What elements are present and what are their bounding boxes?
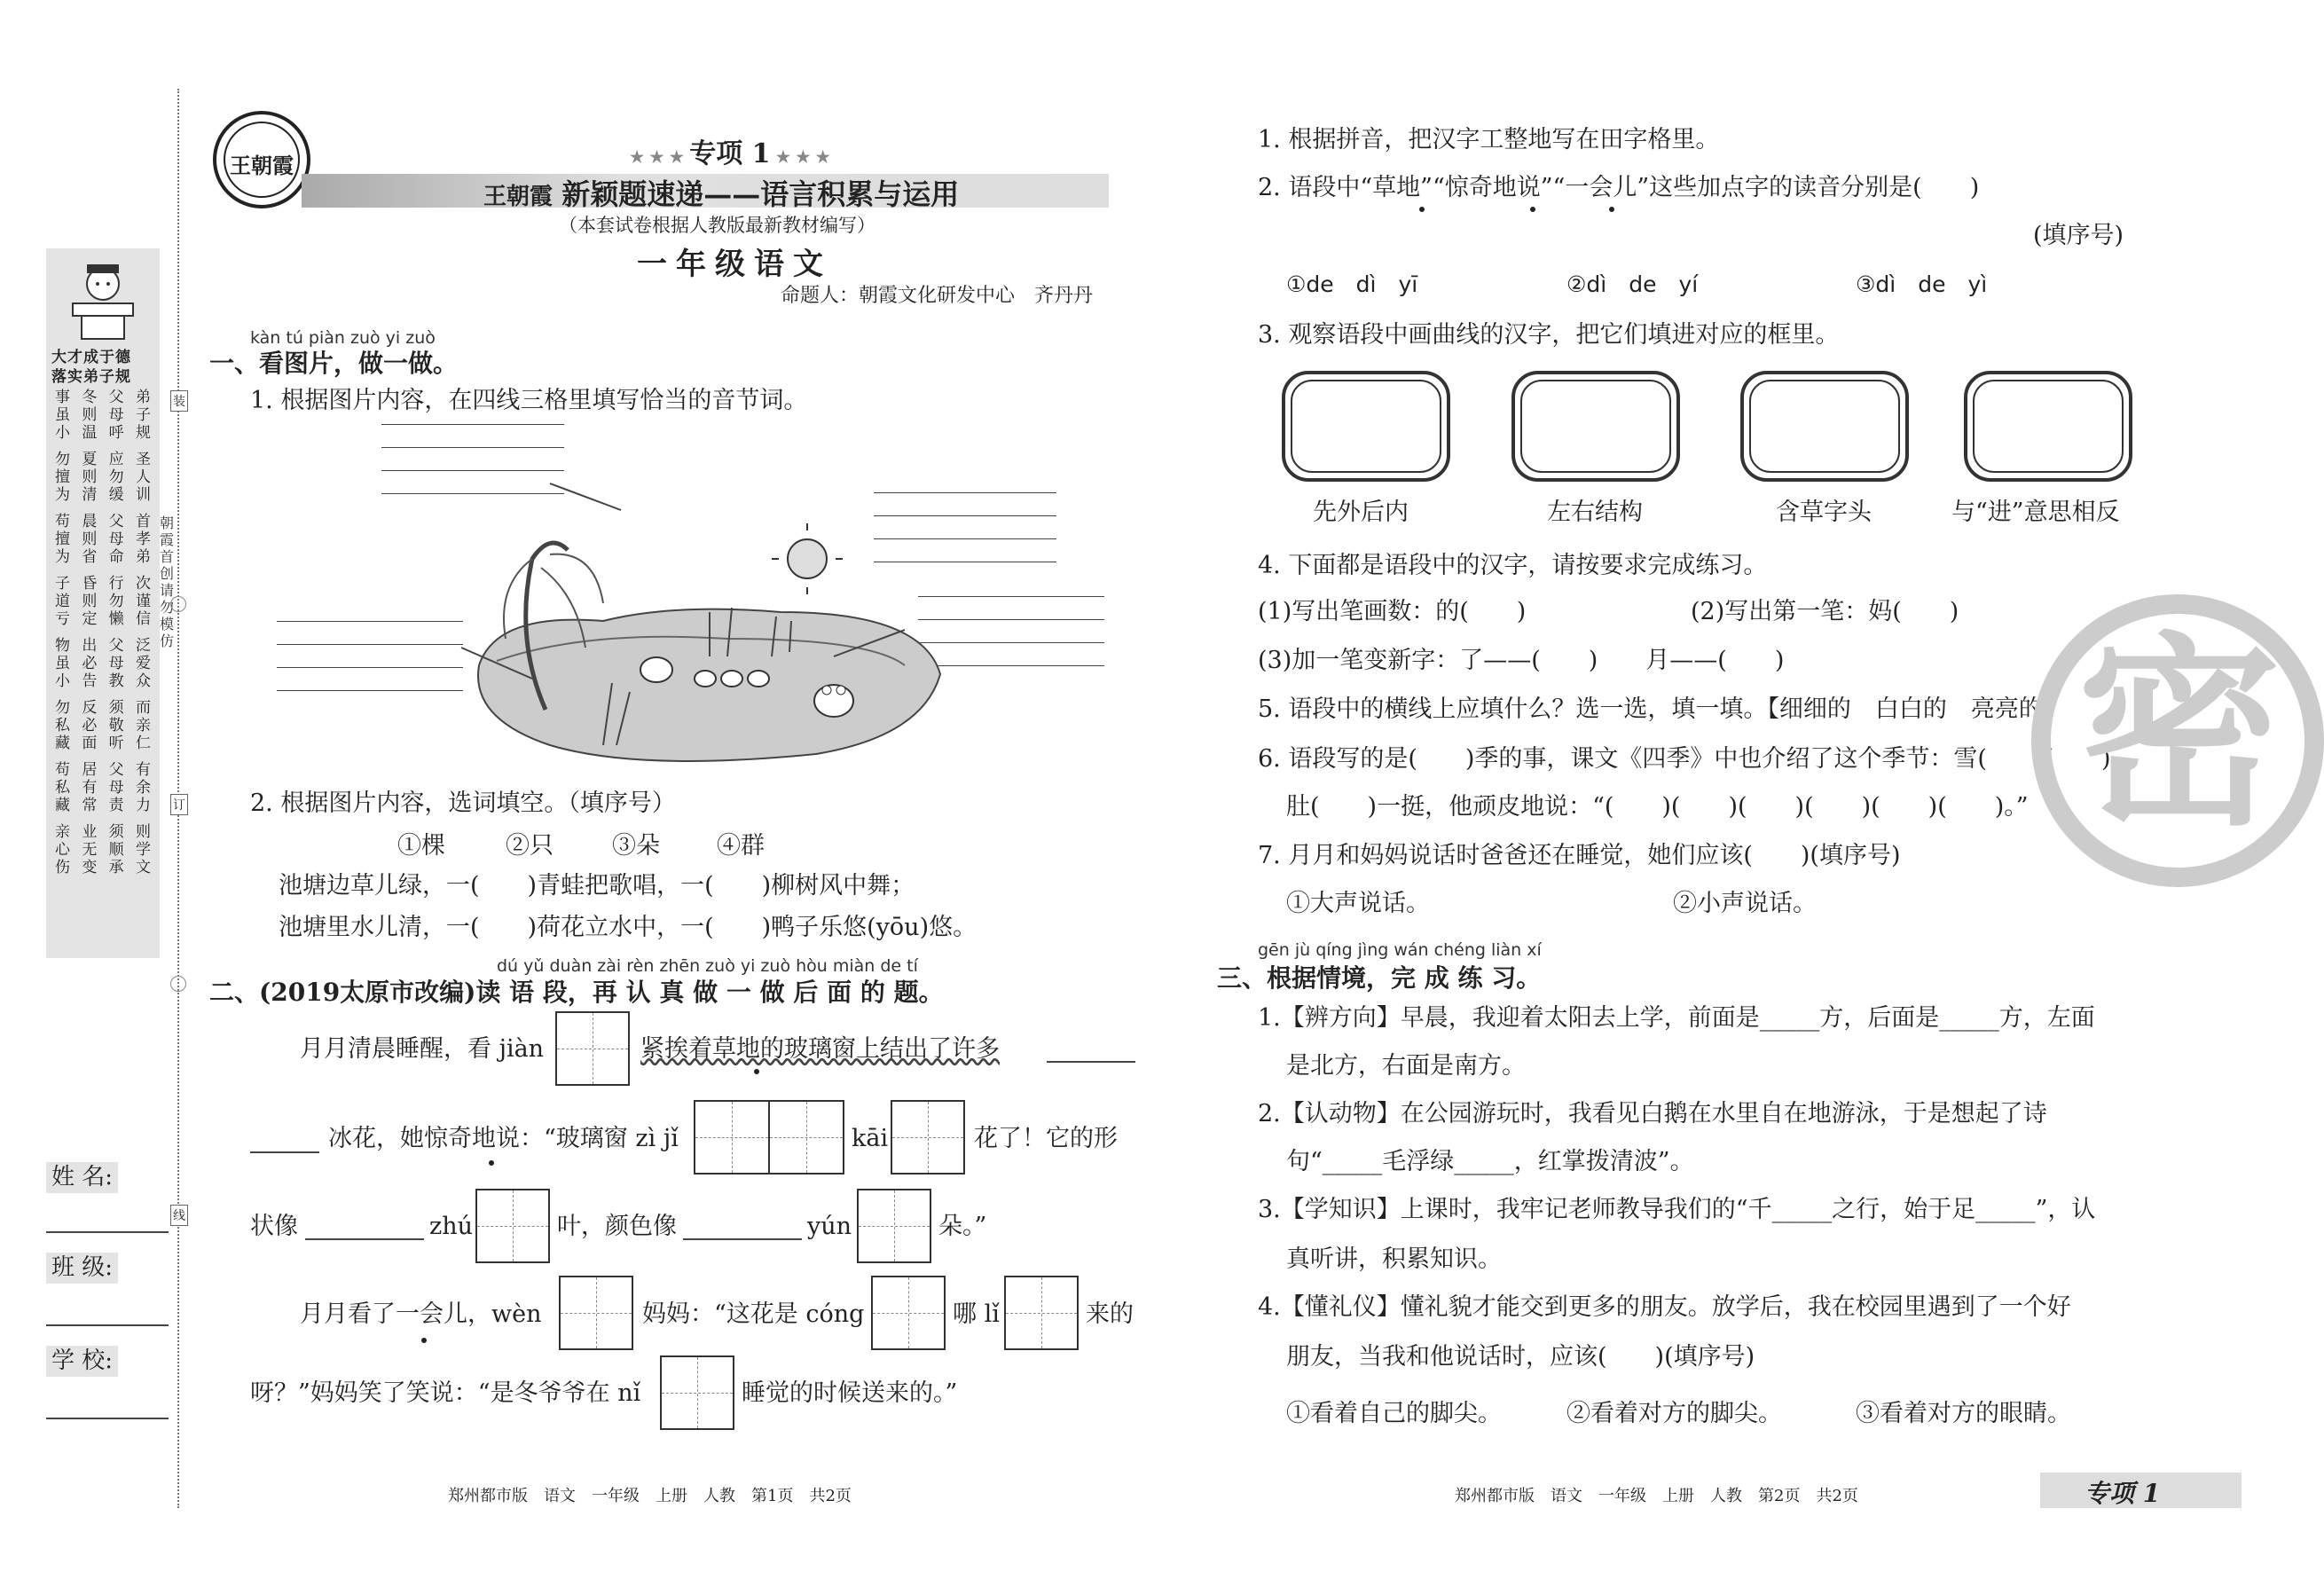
poem-char: 泛 — [135, 637, 151, 655]
poem-char: 父 — [108, 513, 124, 530]
s3a: 3.【学知识】上课时，我牢记老师教导我们的“千_____之行，始于足_____”，认 — [1258, 1196, 2096, 1223]
frame-label-3: 含草字头 — [1776, 499, 1872, 526]
poem-line — [55, 735, 151, 752]
para-5b: 睡觉的时候送来的。” — [742, 1379, 958, 1407]
poem-line — [55, 841, 151, 859]
poem-char: 呼 — [108, 424, 124, 442]
q2-opt-1: ①de dì yī — [1286, 271, 1418, 297]
poem-char: 文 — [135, 859, 151, 876]
grid-line — [277, 621, 463, 622]
poem-char: 圣 — [135, 451, 151, 468]
series-title: ★ ★ ★ 专项 1 ★ ★ ★ — [630, 138, 830, 169]
poem-line — [55, 389, 151, 406]
poem-char: 藏 — [55, 735, 70, 752]
poem-char: 告 — [82, 672, 98, 690]
grid-line — [277, 644, 463, 645]
poem-char: 父 — [108, 389, 124, 406]
poem-char: 则 — [82, 406, 98, 424]
poem-char: 母 — [108, 779, 124, 797]
poem-char: 则 — [82, 530, 98, 548]
q7-opt-1: ①大声说话。 — [1286, 890, 1430, 917]
poem-line — [55, 717, 151, 735]
write-zhu[interactable] — [475, 1189, 550, 1263]
poem-line — [55, 761, 151, 779]
poem-char: 晨 — [82, 513, 98, 530]
pointer-lines — [461, 479, 923, 701]
poem-char: 教 — [108, 672, 124, 690]
poem-char: 清 — [82, 486, 98, 504]
poem-char: 亏 — [55, 610, 70, 628]
poem-char: 冬 — [82, 389, 98, 406]
write-wen[interactable] — [559, 1276, 633, 1350]
header-title: 王朝霞 新颖题速递——语言积累与运用 — [483, 177, 960, 211]
grid-line — [381, 424, 564, 425]
part1-pinyin: kàn tú piàn zuò yi zuò — [250, 328, 436, 348]
poem-char: 亲 — [55, 823, 70, 841]
poem-char: 子 — [135, 406, 151, 424]
poem-char: 众 — [135, 672, 151, 690]
poem-char: 行 — [108, 575, 124, 593]
poem-char: 则 — [82, 593, 98, 610]
para-1a: 月月清晨睡醒，看 jiàn — [300, 1035, 545, 1063]
poem-char: 物 — [55, 637, 70, 655]
poem-char: 须 — [108, 699, 124, 717]
poem-char: 须 — [108, 823, 124, 841]
emphasis-dot-1 — [754, 1069, 759, 1074]
para-2c: 花了！它的形 — [974, 1125, 1118, 1152]
poem-char: 反 — [82, 699, 98, 717]
option-3: ③朵 — [612, 832, 660, 860]
poem-char: 擅 — [55, 530, 70, 548]
write-kai[interactable] — [891, 1100, 965, 1175]
write-jian[interactable] — [555, 1011, 630, 1086]
poem-char: 出 — [82, 637, 98, 655]
grid-line — [381, 447, 564, 448]
write-ji[interactable] — [768, 1100, 844, 1175]
s1a: 1.【辨方向】早晨，我迎着太阳去上学，前面是_____方，后面是_____方，左面 — [1258, 1004, 2095, 1032]
poem-char: 勿 — [108, 468, 124, 486]
bind-mark-2: 订 — [170, 794, 188, 815]
frame-2[interactable] — [1511, 371, 1680, 482]
para-5a: 呀？”妈妈笑了笑说：“是冬爷爷在 nǐ — [250, 1379, 641, 1407]
q2-tail: (填序号) — [2033, 222, 2124, 249]
q7: 7. 月月和妈妈说话时爸爸还在睡觉，她们应该( )(填序号) — [1258, 842, 1901, 869]
blank-3[interactable] — [305, 1238, 424, 1240]
poem-line — [55, 468, 151, 486]
poem-char: 顺 — [108, 841, 124, 859]
write-yun[interactable] — [857, 1189, 931, 1263]
para-4b: 妈妈：“这花是 cóng — [642, 1300, 865, 1328]
s2a: 2.【认动物】在公园游玩时，我看见白鹅在水里自在地游泳，于是想起了诗 — [1258, 1100, 2047, 1127]
q2: 2. 语段中“草地”“惊奇地说”“一会儿”这些加点字的读音分别是( ) — [1258, 174, 1980, 201]
motto-2: 落实弟子规 — [51, 368, 131, 386]
poem-char: 弟 — [135, 389, 151, 406]
frame-3[interactable] — [1740, 371, 1909, 482]
write-zi[interactable] — [694, 1100, 770, 1175]
poem-char: 有 — [135, 761, 151, 779]
poem-char: 敬 — [108, 717, 124, 735]
poem-char: 仁 — [135, 735, 151, 752]
poem-char: 则 — [135, 823, 151, 841]
poem-char: 小 — [55, 424, 70, 442]
poem-char: 定 — [82, 610, 98, 628]
q4: 4. 下面都是语段中的汉字，请按要求完成练习。 — [1258, 552, 1768, 579]
poem-char: 弟 — [135, 548, 151, 566]
part2-pinyin: dú yǔ duàn zài rèn zhēn zuò yi zuò hòu miàn de tí — [497, 956, 918, 976]
poem-char: 为 — [55, 548, 70, 566]
q3: 3. 观察语段中画曲线的汉字，把它们填进对应的框里。 — [1258, 321, 1840, 349]
rules-poem — [55, 389, 151, 885]
poem-line — [55, 406, 151, 424]
option-4: ④群 — [717, 832, 765, 860]
poem-line — [55, 610, 151, 628]
poem-char: 为 — [55, 486, 70, 504]
write-cong[interactable] — [871, 1276, 946, 1350]
poem-char: 私 — [55, 717, 70, 735]
part3-heading: 三、根据情境，完 成 练 习。 — [1217, 963, 1542, 993]
poem-char: 母 — [108, 530, 124, 548]
poem-char: 必 — [82, 717, 98, 735]
poem-char: 居 — [82, 761, 98, 779]
q4-2: (2)写出第一笔：妈( ) — [1691, 598, 1959, 625]
emphasis-dot-3 — [421, 1338, 427, 1343]
part1-q2: 2. 根据图片内容，选词填空。（填序号） — [250, 790, 676, 817]
poem-line — [55, 424, 151, 442]
left-margin — [0, 0, 185, 1587]
frame-4[interactable] — [1964, 371, 2132, 482]
poem-char: 苟 — [55, 513, 70, 530]
q5: 5. 语段中的横线上应填什么？选一选，填一填。【细细的 白白的 亮亮的】 — [1258, 695, 2067, 723]
poem-line — [55, 655, 151, 672]
poem-line — [55, 823, 151, 841]
poem-char: 无 — [82, 841, 98, 859]
poem-char: 夏 — [82, 451, 98, 468]
grid-line — [381, 470, 564, 471]
option-2: ②只 — [506, 832, 554, 860]
poem-char: 则 — [82, 468, 98, 486]
four-line-grid[interactable] — [277, 621, 463, 701]
part2-heading: 二、(2019太原市改编)读 语 段，再 认 真 做 一 做 后 面 的 题。 — [209, 978, 944, 1007]
frame-1[interactable] — [1282, 371, 1450, 482]
blank-4[interactable] — [683, 1238, 802, 1240]
poem-char: 有 — [82, 779, 98, 797]
poem-char: 伤 — [55, 859, 70, 876]
frame-label-4: 与“进”意思相反 — [1951, 499, 2120, 526]
para-2b: kāi — [852, 1125, 889, 1152]
poem-char: 余 — [135, 779, 151, 797]
footer-tag: 专项 1 — [2085, 1479, 2161, 1508]
secret-stamp: 密 — [2031, 594, 2324, 887]
poem-line — [55, 486, 151, 504]
dot-de — [1530, 207, 1535, 212]
poem-line — [55, 451, 151, 468]
hole-mark-1 — [170, 596, 186, 612]
poem-line — [55, 530, 151, 548]
poem-line — [55, 779, 151, 797]
poem-line — [55, 548, 151, 566]
s3b: 真听讲，积累知识。 — [1286, 1245, 1502, 1273]
poem-char: 应 — [108, 451, 124, 468]
blank-1[interactable] — [1047, 1061, 1135, 1063]
poem-char: 承 — [108, 859, 124, 876]
poem-line — [55, 797, 151, 814]
write-ni[interactable] — [660, 1355, 734, 1430]
s4-opt-1: ①看着自己的脚尖。 — [1286, 1400, 1502, 1427]
school-field[interactable] — [46, 1418, 169, 1419]
poem-line — [55, 672, 151, 690]
q6b: 肚( )一挺，他顽皮地说：“( )( )( )( )( )( )。” — [1286, 793, 2029, 821]
poem-char: 首 — [135, 513, 151, 530]
poem-char: 次 — [135, 575, 151, 593]
header-note: （本套试卷根据人教版最新教材编写） — [559, 215, 875, 236]
poem-char: 事 — [55, 389, 70, 406]
name-field[interactable] — [46, 1231, 169, 1233]
para-3a: 状像 — [250, 1213, 298, 1240]
q1: 1. 根据拼音，把汉字工整地写在田字格里。 — [1258, 126, 1720, 153]
poem-char: 学 — [135, 841, 151, 859]
poem-char: 孝 — [135, 530, 151, 548]
poem-char: 变 — [82, 859, 98, 876]
poem-line — [55, 513, 151, 530]
s1b: 是北方，右面是南方。 — [1286, 1052, 1526, 1080]
para-3e: 朵。” — [938, 1213, 987, 1240]
hole-mark-2 — [170, 976, 186, 992]
poem-char: 昏 — [82, 575, 98, 593]
poem-char: 母 — [108, 406, 124, 424]
footer-left: 郑州都市版 语文 一年级 上册 人教 第1页 共2页 — [448, 1487, 852, 1505]
poem-char: 训 — [135, 486, 151, 504]
poem-char: 父 — [108, 637, 124, 655]
poem-char: 心 — [55, 841, 70, 859]
poem-char: 虽 — [55, 406, 70, 424]
poem-char: 爱 — [135, 655, 151, 672]
poem-char: 父 — [108, 761, 124, 779]
bind-mark-3: 线 — [170, 1205, 188, 1226]
footer-right: 郑州都市版 语文 一年级 上册 人教 第2页 共2页 — [1455, 1487, 1858, 1505]
poem-char: 勿 — [108, 593, 124, 610]
blank-2[interactable] — [250, 1151, 319, 1153]
q6a: 6. 语段写的是( )季的事，课文《四季》中也介绍了这个季节：雪( )( ) — [1258, 745, 2111, 773]
poem-char: 规 — [135, 424, 151, 442]
grid-line — [277, 690, 463, 691]
poem-char: 命 — [108, 548, 124, 566]
para-4c: 哪 lǐ — [953, 1300, 1000, 1328]
grade-title: 一年级语文 — [637, 247, 832, 282]
name-label: 姓 名: — [46, 1162, 118, 1193]
poem-char: 常 — [82, 797, 98, 814]
poem-char: 面 — [82, 735, 98, 752]
poem-char: 小 — [55, 672, 70, 690]
poem-char: 亲 — [135, 717, 151, 735]
poem-char: 私 — [55, 779, 70, 797]
school-label: 学 校: — [46, 1346, 118, 1377]
poem-char: 业 — [82, 823, 98, 841]
poem-char: 温 — [82, 424, 98, 442]
q2-opt-2: ②dì de yí — [1566, 271, 1699, 297]
q4-3: (3)加一笔变新字：了——( ) 月——( ) — [1258, 647, 1785, 674]
para-3b: zhú — [429, 1213, 474, 1240]
poem-char: 苟 — [55, 761, 70, 779]
class-field[interactable] — [46, 1324, 169, 1326]
poem-line — [55, 699, 151, 717]
frame-label-2: 左右结构 — [1547, 499, 1643, 526]
poem-char: 人 — [135, 468, 151, 486]
emphasis-dot-2 — [489, 1160, 494, 1166]
poem-line — [55, 575, 151, 593]
poem-line — [55, 593, 151, 610]
poem-char: 子 — [55, 575, 70, 593]
para-2a: 冰花，她惊奇地说：“玻璃窗 zì jǐ — [328, 1125, 679, 1152]
s4-opt-2: ②看着对方的脚尖。 — [1566, 1400, 1782, 1427]
fill-line-2[interactable]: 池塘里水儿清，一( )荷花立水中，一( )鸭子乐悠(yōu)悠。 — [279, 914, 977, 941]
grid-line — [277, 667, 463, 668]
para-4a: 月月看了一会儿，wèn — [300, 1300, 542, 1328]
poem-char: 懒 — [108, 610, 124, 628]
para-1b: 紧挨着草地的玻璃窗上结出了许多 — [640, 1035, 1000, 1063]
poem-char: 而 — [135, 699, 151, 717]
q4-1: (1)写出笔画数：的( ) — [1258, 598, 1527, 625]
s4-opt-3: ③看着对方的眼睛。 — [1856, 1400, 2071, 1427]
motto-1: 大才成于德 — [51, 349, 131, 366]
s2b: 句“_____毛浮绿_____，红掌拨清波”。 — [1286, 1148, 1694, 1175]
poem-char: 省 — [82, 548, 98, 566]
poem-char: 道 — [55, 593, 70, 610]
frame-label-1: 先外后内 — [1313, 499, 1409, 526]
poem-line — [55, 859, 151, 876]
poem-char: 缓 — [108, 486, 124, 504]
write-li[interactable] — [1004, 1276, 1079, 1350]
poem-char: 藏 — [55, 797, 70, 814]
bind-mark-1: 装 — [170, 390, 188, 412]
dot-di — [1419, 207, 1425, 212]
poem-char: 擅 — [55, 468, 70, 486]
q7-opt-2: ②小声说话。 — [1673, 890, 1817, 917]
brand-logo: 王朝霞 — [213, 111, 310, 208]
part3-pinyin: gēn jù qíng jìng wán chéng liàn xí — [1258, 940, 1542, 960]
side-vertical-text: 朝霞首创 请勿模仿 — [160, 515, 175, 649]
mascot-image — [55, 257, 151, 342]
para-4d: 来的 — [1086, 1300, 1134, 1328]
poem-char: 虽 — [55, 655, 70, 672]
part1-q1: 1. 根据图片内容，在四线三格里填写恰当的音节词。 — [250, 387, 808, 414]
poem-char: 勿 — [55, 451, 70, 468]
part1-heading: 一、看图片，做一做。 — [209, 349, 459, 378]
para-3c: 叶，颜色像 — [557, 1213, 677, 1240]
s4b: 朋友，当我和他说话时，应该( )(填序号) — [1286, 1343, 1755, 1371]
poem-line — [55, 637, 151, 655]
poem-char: 母 — [108, 655, 124, 672]
poem-char: 信 — [135, 610, 151, 628]
poem-char: 必 — [82, 655, 98, 672]
poem-char: 责 — [108, 797, 124, 814]
poem-char: 听 — [108, 735, 124, 752]
poem-char: 力 — [135, 797, 151, 814]
option-1: ①棵 — [397, 832, 445, 860]
s4a: 4.【懂礼仪】懂礼貌才能交到更多的朋友。放学后，我在校园里遇到了一个好 — [1258, 1293, 2071, 1321]
q2-opt-3: ③dì de yì — [1856, 271, 1988, 297]
poem-char: 勿 — [55, 699, 70, 717]
fill-line-1[interactable]: 池塘边草儿绿，一( )青蛙把歌唱，一( )柳树风中舞； — [279, 872, 915, 900]
poem-char: 谨 — [135, 593, 151, 610]
dot-yi — [1609, 207, 1614, 212]
class-label: 班 级: — [46, 1253, 118, 1284]
author: 命题人：朝霞文化研发中心 齐丹丹 — [781, 285, 1094, 307]
para-3d: yún — [807, 1213, 852, 1240]
